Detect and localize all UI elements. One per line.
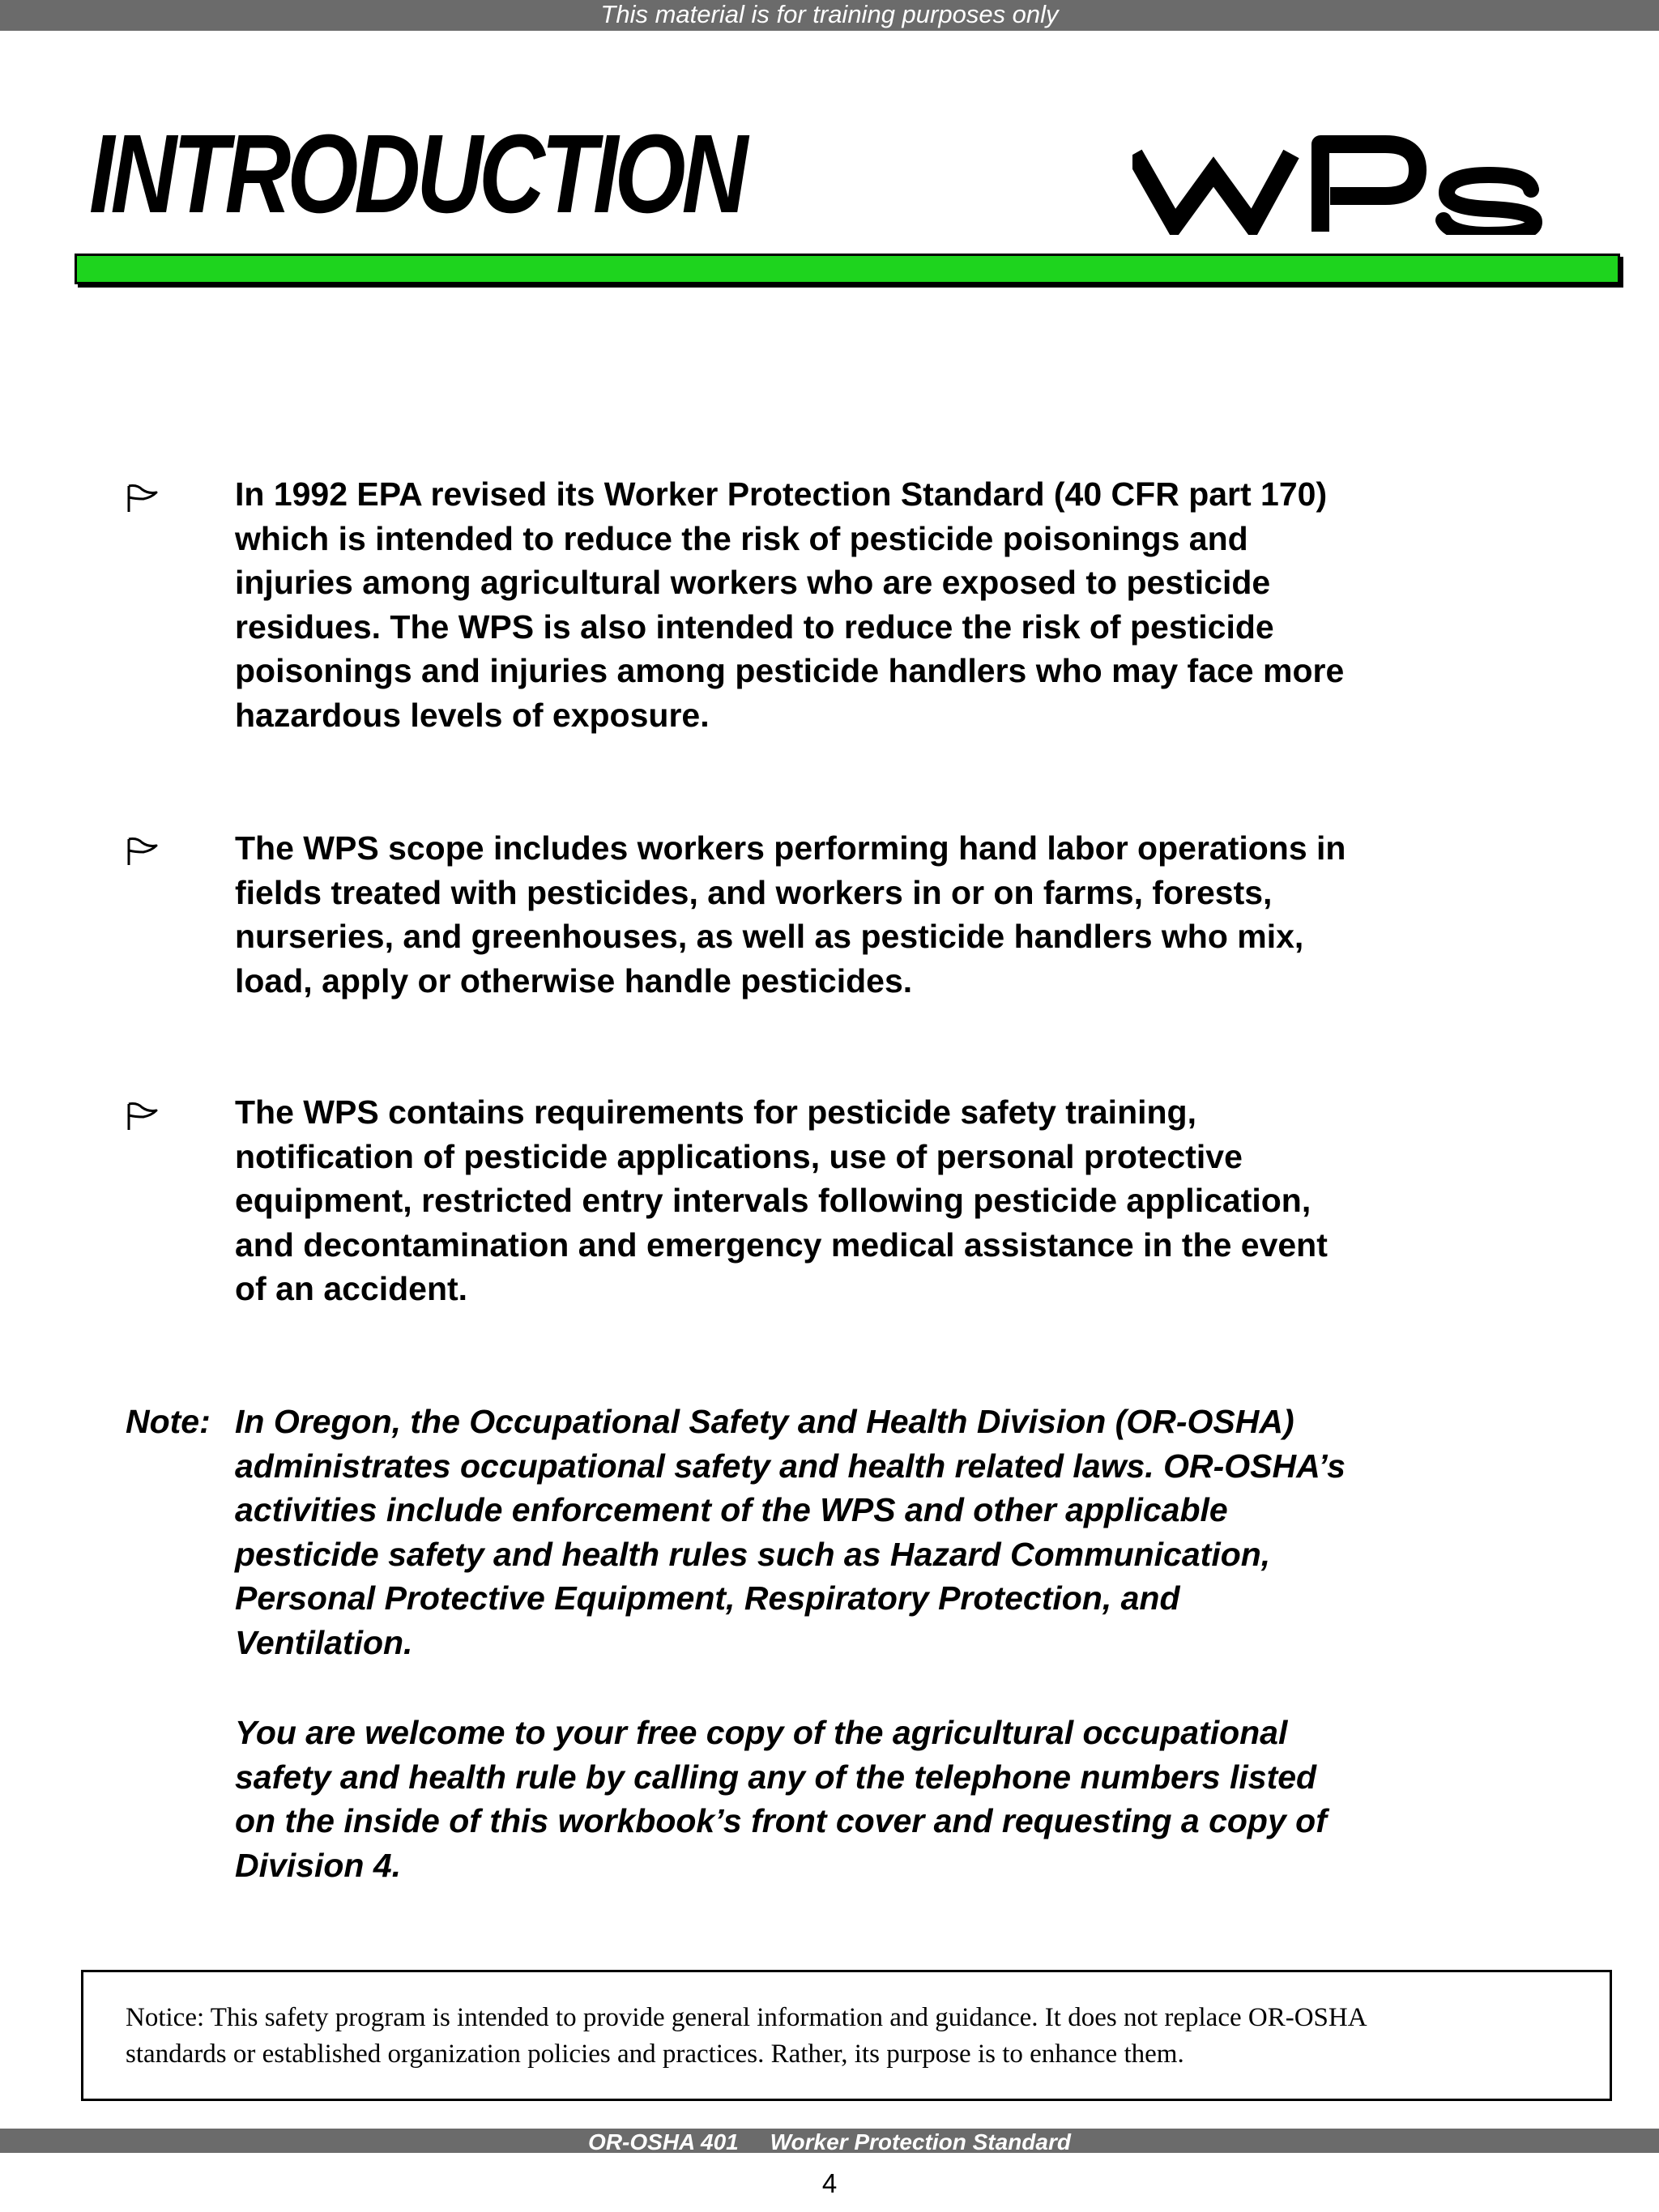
training-disclaimer: This material is for training purposes only (600, 0, 1059, 28)
title-underline-bar (75, 254, 1620, 284)
flag-icon (124, 481, 173, 514)
bullet-paragraph-3: The WPS contains requirements for pesticide safety training, notification of pesticide applications, use of personal protective equipment, restricted entry intervals following pesticide application, and decontamination and emergency medical assistance in the event of an accident. (235, 1093, 1328, 1307)
flag-icon (124, 834, 173, 867)
wps-logo-w (1134, 154, 1291, 225)
note-label: Note: (126, 1403, 211, 1440)
footer-course-title: OR-OSHA 401 Worker Protection Standard (588, 2129, 1071, 2154)
notice-box: Notice: This safety program is intended to provide general information and guidance. It does not replace OR-OSHA standards or established organization policies and practices. Rather, its purpose is to enhance them. (81, 1970, 1612, 2101)
wps-logo (1132, 130, 1546, 235)
flag-icon (124, 1099, 173, 1132)
footer-banner (0, 2129, 1659, 2153)
bullet-paragraph-1: In 1992 EPA revised its Worker Protection Standard (40 CFR part 170) which is intended to reduce the risk of pesticide poisonings and injuries among agricultural workers who are exposed to pesticide residues. The WPS is also intended to reduce the risk of pesticide poisonings and injuries among pesticide handlers who may face more hazardous levels of exposure. (235, 475, 1345, 734)
wps-logo-p (1320, 144, 1418, 232)
bullet-paragraph-2: The WPS scope includes workers performing hand labor operations in fields treated with pesticides, and workers in or on farms, forests, nurseries, and greenhouses, as well as pesticide handlers who mix, load, apply or otherwise handle pesticides. (235, 829, 1346, 999)
page-number: 4 (821, 2168, 838, 2198)
wps-logo-s (1444, 175, 1534, 235)
top-banner (0, 0, 1659, 31)
page-title: INTRODUCTION (89, 112, 744, 237)
note-paragraph-1: In Oregon, the Occupational Safety and Health Division (OR-OSHA) administrates occupational safety and health related laws. OR-OSHA’s activities include enforcement of the WPS and other applicable pesticide safety and health rules such as Hazard Communication, Personal Protective Equipment, Respiratory Protection, and Ventilation. (235, 1403, 1346, 1661)
note-paragraph-2: You are welcome to your free copy of the agricultural occupational safety and health rule by calling any of the telephone numbers listed on the inside of this workbook’s front cover and requesting a copy of Division 4. (235, 1714, 1327, 1884)
